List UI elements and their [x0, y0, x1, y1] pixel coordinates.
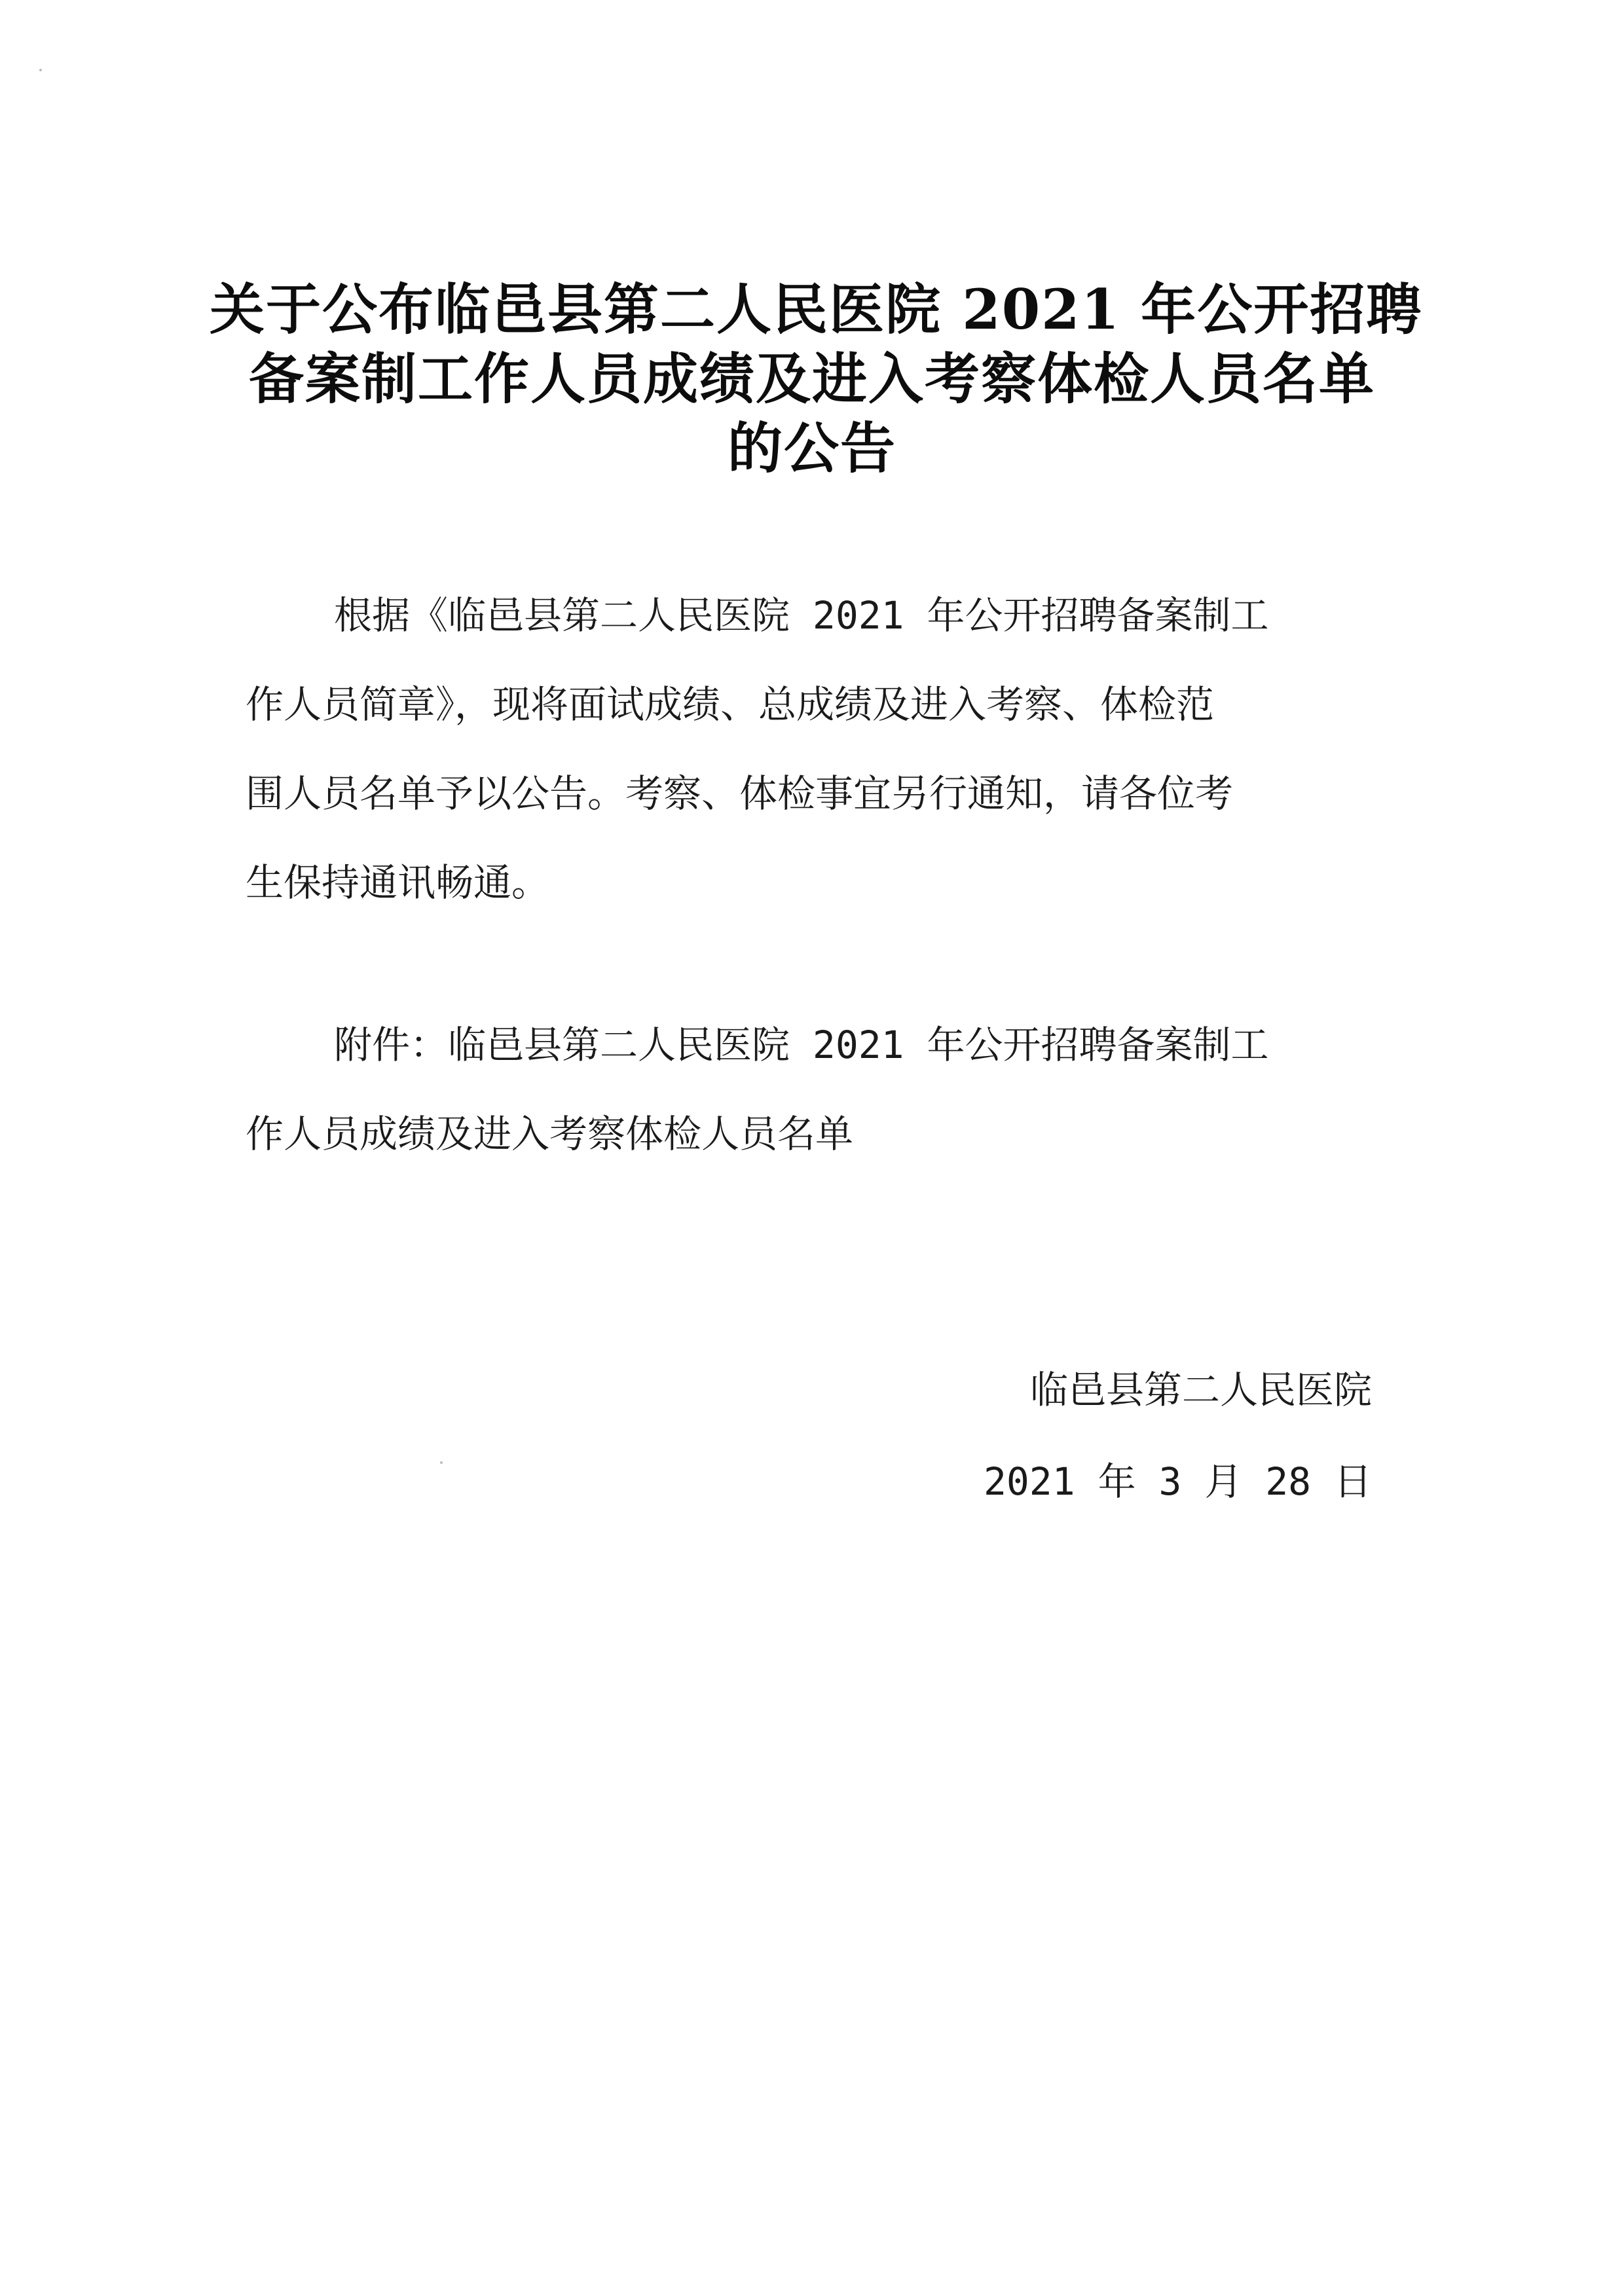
paragraph-line: 作人员简章》，现将面试成绩、总成绩及进入考察、体检范 — [246, 682, 1215, 727]
scan-speck — [39, 69, 42, 71]
attachment-paragraph — [246, 1000, 1372, 1178]
attachment-line: 作人员成绩及进入考察体检人员名单 — [246, 1112, 854, 1156]
paragraph-line: 生保持通讯畅通。 — [246, 860, 550, 905]
announcement-paragraph — [246, 571, 1372, 927]
attachment-line: 附件：临邑县第二人民医院 2021 年公开招聘备案制工 — [334, 1023, 1269, 1067]
title-line: 的公告 — [727, 416, 896, 481]
signature-organization: 临邑县第二人民医院 — [1029, 1368, 1372, 1412]
scan-speck — [440, 1461, 443, 1464]
title-line: 备案制工作人员成绩及进入考察体检人员名单 — [248, 346, 1375, 411]
title-line: 关于公布临邑县第二人民医院 2021 年公开招聘 — [210, 277, 1423, 342]
signature-date: 2021 年 3 月 28 日 — [983, 1459, 1372, 1504]
paragraph-line: 围人员名单予以公告。考察、体检事宜另行通知，请各位考 — [246, 771, 1234, 816]
document-title — [210, 275, 1423, 483]
paragraph-line: 根据《临邑县第二人民医院 2021 年公开招聘备案制工 — [334, 593, 1269, 638]
